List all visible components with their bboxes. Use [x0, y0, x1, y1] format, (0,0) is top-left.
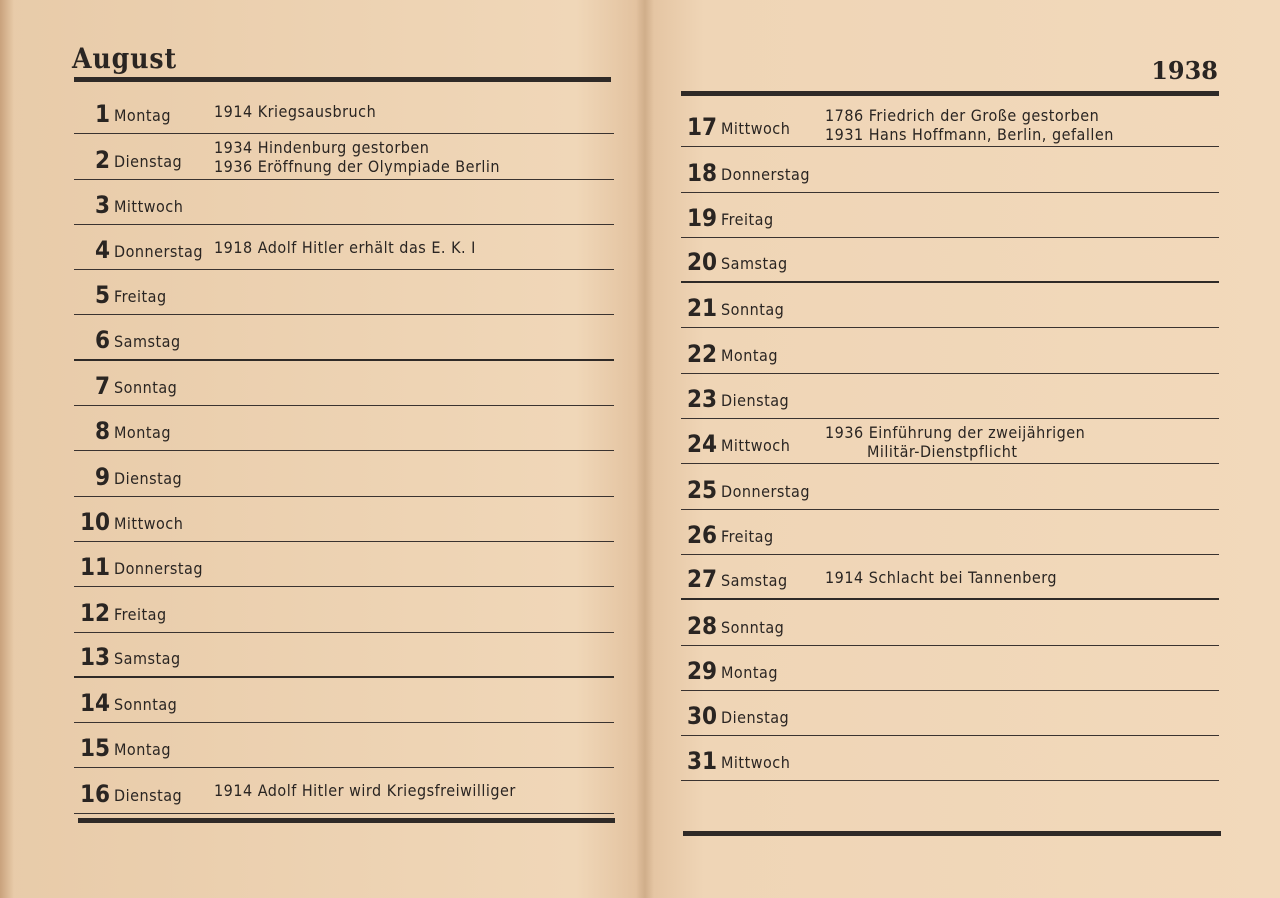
weekday-name: Montag	[114, 423, 171, 443]
day-number: 22	[686, 339, 717, 368]
event-notes	[825, 423, 1085, 461]
weekday-name: Donnerstag	[721, 481, 811, 501]
top-rule-right	[681, 91, 1219, 96]
day-number: 7	[94, 372, 110, 401]
day-number: 31	[686, 747, 717, 776]
day-row	[681, 510, 1219, 555]
weekday-name: Sonntag	[721, 617, 785, 637]
weekday-name: Montag	[721, 662, 778, 682]
day-row	[74, 406, 614, 451]
day-row	[74, 134, 614, 179]
event-line: 1934 Hindenburg gestorben	[214, 138, 430, 158]
event-notes	[214, 138, 500, 176]
day-number: 14	[79, 689, 110, 718]
day-row	[74, 225, 614, 270]
day-number: 26	[686, 520, 717, 549]
day-number: 23	[686, 385, 717, 414]
day-row	[74, 678, 614, 723]
event-notes	[825, 106, 1114, 144]
day-number: 8	[94, 417, 110, 446]
weekday-name: Donnerstag	[114, 242, 204, 262]
weekday-name: Samstag	[721, 254, 788, 274]
event-notes	[825, 568, 1057, 587]
day-number: 1	[94, 100, 110, 129]
event-line: 1931 Hans Hoffmann, Berlin, gefallen	[825, 125, 1114, 144]
day-number: 27	[686, 565, 717, 594]
day-number: 12	[79, 598, 110, 627]
weekday-name: Freitag	[114, 287, 167, 307]
day-number: 20	[686, 248, 717, 277]
day-row	[74, 633, 614, 678]
day-row	[74, 89, 614, 134]
event-line: 1786 Friedrich der Große gestorben	[825, 106, 1100, 125]
day-number: 9	[94, 462, 110, 491]
day-number: 25	[686, 475, 717, 504]
year-title: 1938	[1151, 56, 1218, 85]
event-notes	[214, 102, 376, 121]
book-gutter	[636, 0, 654, 898]
day-number: 2	[94, 145, 110, 174]
day-number: 6	[94, 325, 110, 354]
event-line: Militär-Dienstpflicht	[867, 442, 1018, 462]
day-number: 3	[94, 190, 110, 219]
day-row	[681, 600, 1219, 645]
weekday-name: Mittwoch	[721, 119, 791, 139]
bottom-rule-left	[78, 818, 615, 823]
weekday-name: Mittwoch	[114, 513, 184, 533]
weekday-name: Mittwoch	[721, 436, 791, 456]
event-line: 1936 Einführung der zweijährigen	[825, 423, 1086, 443]
weekday-name: Montag	[721, 345, 778, 365]
day-row	[681, 419, 1219, 464]
weekday-name: Dienstag	[721, 708, 790, 728]
day-number: 28	[686, 611, 717, 640]
day-row	[74, 542, 614, 587]
weekday-name: Montag	[114, 106, 171, 126]
day-number: 13	[79, 642, 110, 671]
weekday-name: Sonntag	[721, 300, 785, 320]
event-line: 1914 Schlacht bei Tannenberg	[825, 567, 1057, 587]
weekday-name: Samstag	[114, 331, 181, 351]
weekday-name: Dienstag	[114, 151, 183, 171]
weekday-name: Montag	[114, 740, 171, 760]
day-number: 21	[686, 294, 717, 323]
day-number: 24	[686, 430, 717, 459]
weekday-name: Sonntag	[114, 378, 178, 398]
day-row	[681, 193, 1219, 238]
weekday-name: Dienstag	[114, 468, 183, 488]
day-row	[74, 497, 614, 542]
day-number: 5	[94, 281, 110, 310]
weekday-name: Samstag	[721, 571, 788, 591]
day-number: 19	[686, 203, 717, 232]
weekday-name: Sonntag	[114, 695, 178, 715]
weekday-name: Freitag	[721, 526, 774, 546]
month-title: August	[72, 42, 178, 75]
event-notes	[214, 781, 516, 800]
day-row	[681, 646, 1219, 691]
event-line: 1936 Eröffnung der Olympiade Berlin	[214, 157, 501, 177]
day-row	[74, 361, 614, 406]
day-row	[74, 180, 614, 225]
day-row	[74, 768, 614, 813]
event-notes	[214, 238, 476, 257]
day-row	[74, 270, 614, 315]
day-row	[681, 238, 1219, 283]
weekday-name: Mittwoch	[721, 753, 791, 773]
event-line: 1918 Adolf Hitler erhält das E. K. I	[214, 237, 476, 257]
weekday-name: Donnerstag	[721, 164, 811, 184]
right-page-day-list	[681, 102, 1219, 781]
day-row	[681, 283, 1219, 328]
day-row	[74, 723, 614, 768]
weekday-name: Mittwoch	[114, 196, 184, 216]
day-row	[681, 464, 1219, 509]
day-row	[74, 315, 614, 360]
day-number: 10	[79, 507, 110, 536]
page-edge	[0, 0, 14, 898]
day-number: 11	[79, 553, 110, 582]
day-number: 30	[686, 702, 717, 731]
day-row	[681, 736, 1219, 781]
weekday-name: Freitag	[721, 209, 774, 229]
day-number: 18	[686, 158, 717, 187]
event-line: 1914 Kriegsausbruch	[214, 102, 377, 121]
bottom-rule-right	[683, 831, 1221, 836]
day-row	[74, 451, 614, 496]
day-number: 17	[686, 113, 717, 142]
day-number: 15	[79, 734, 110, 763]
weekday-name: Samstag	[114, 648, 181, 668]
day-row	[681, 555, 1219, 600]
day-number: 29	[686, 656, 717, 685]
left-page-day-list	[74, 89, 614, 814]
weekday-name: Donnerstag	[114, 559, 204, 579]
event-line: 1914 Adolf Hitler wird Kriegsfreiwilliger	[214, 781, 516, 801]
weekday-name: Dienstag	[114, 785, 183, 805]
day-row	[74, 587, 614, 632]
day-number: 4	[94, 236, 110, 265]
weekday-name: Dienstag	[721, 391, 790, 411]
day-row	[681, 691, 1219, 736]
day-number: 16	[79, 779, 110, 808]
day-row	[681, 374, 1219, 419]
day-row	[681, 328, 1219, 373]
top-rule-left	[74, 77, 611, 82]
day-row	[681, 102, 1219, 147]
weekday-name: Freitag	[114, 604, 167, 624]
day-row	[681, 147, 1219, 192]
